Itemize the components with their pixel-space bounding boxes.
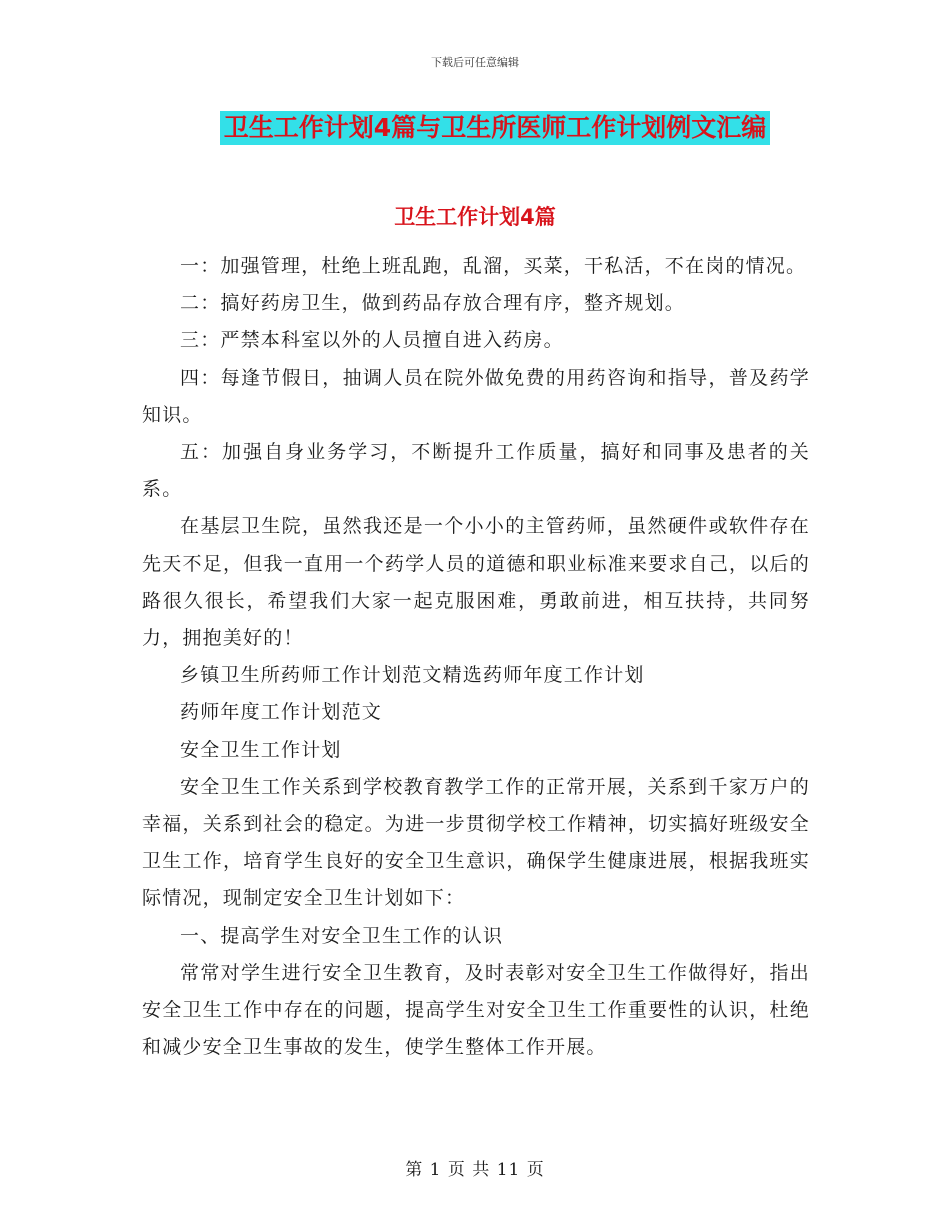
- paragraph: 乡镇卫生所药师工作计划范文精选药师年度工作计划: [180, 664, 645, 687]
- paragraph: 一、提高学生对安全卫生工作的认识: [180, 924, 504, 947]
- paragraph: 安全卫生工作计划: [180, 738, 342, 761]
- document-body: [142, 248, 810, 1066]
- main-title: 卫生工作计划4篇与卫生所医师工作计划例文汇编: [220, 111, 770, 145]
- paragraph: 三：严禁本科室以外的人员擅自进入药房。: [180, 329, 564, 352]
- section-title: 卫生工作计划4篇: [394, 205, 556, 229]
- paragraph: 药师年度工作计划范文: [180, 701, 383, 724]
- paragraph: 五：加强自身业务学习，不断提升工作质量，搞好和同事及患者的关系。: [142, 441, 810, 501]
- paragraph: 安全卫生工作关系到学校教育教学工作的正常开展，关系到千家万户的幸福，关系到社会的稳定。为进一步贯彻学校工作精神，切实搞好班级安全卫生工作，培育学生良好的安全卫生意识，确保学生健康进展，根据我班实际情况，现制定安全卫生计划如下：: [142, 775, 810, 910]
- paragraph: 常常对学生进行安全卫生教育，及时表彰对安全卫生工作做得好，指出安全卫生工作中存在的问题，提高学生对安全卫生工作重要性的认识，杜绝和减少安全卫生事故的发生，使学生整体工作开展。: [142, 961, 810, 1059]
- paragraph: 在基层卫生院，虽然我还是一个小小的主管药师，虽然硬件或软件存在先天不足，但我一直用一个药学人员的道德和职业标准来要求自己，以后的路很久很长，希望我们大家一起克服困难，勇敢前进，相互扶持，共同努力，拥抱美好的！: [142, 515, 810, 650]
- page-number: 第 1 页 共 11 页: [405, 1160, 545, 1180]
- main-title-container: [0, 111, 950, 145]
- paragraph: 四：每逢节假日，抽调人员在院外做免费的用药咨询和指导，普及药学知识。: [142, 366, 810, 426]
- header-note: 下载后可任意编辑: [431, 56, 519, 69]
- paragraph: 一：加强管理，杜绝上班乱跑，乱溜，买菜，干私活，不在岗的情况。: [180, 255, 807, 277]
- paragraph: 二：搞好药房卫生，做到药品存放合理有序，整齐规划。: [180, 292, 686, 315]
